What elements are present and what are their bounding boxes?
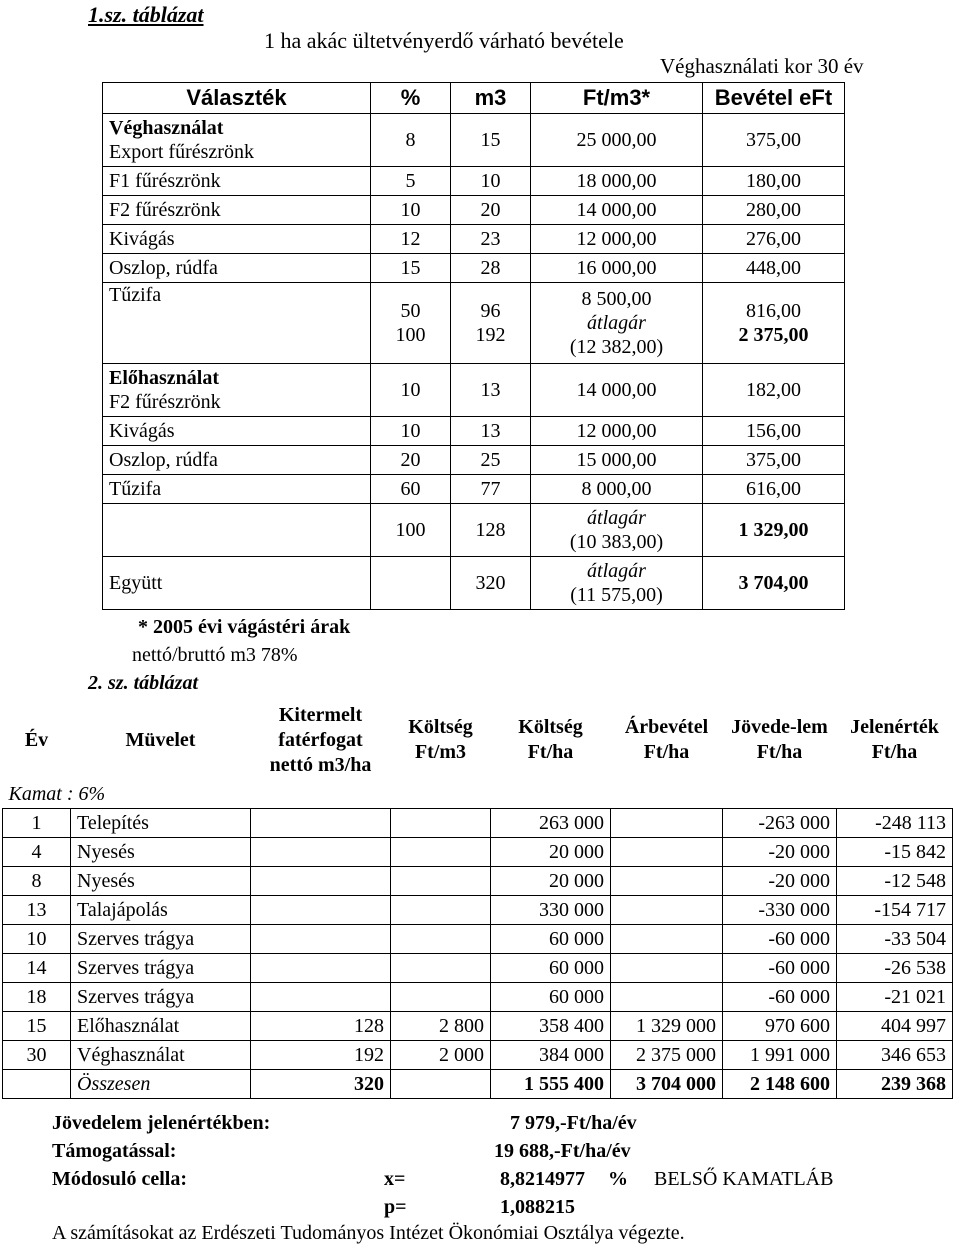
irr-label: BELSŐ KAMATLÁB: [654, 1168, 834, 1190]
summary-label-subsidy: Támogatással:: [52, 1140, 177, 1162]
row-year: 1: [3, 809, 71, 838]
row-present-value: 404 997: [837, 1012, 953, 1041]
row-name: Oszlop, rúdfa: [103, 254, 371, 283]
avg-price-label: átlagár: [587, 507, 646, 529]
row-price: 14 000,00: [531, 364, 703, 417]
row-pct: 12: [371, 225, 451, 254]
row-m3: 15: [451, 114, 531, 167]
table-row: [103, 114, 845, 167]
row-name: Kivágás: [103, 225, 371, 254]
row-revenue: [611, 983, 723, 1012]
row-cost-m3: 2 000: [391, 1041, 491, 1070]
footnote-ratio: nettó/bruttó m3 78%: [132, 644, 298, 666]
row-revenue: [611, 809, 723, 838]
row-cost-ha: 60 000: [491, 983, 611, 1012]
row-volume: [251, 983, 391, 1012]
row-m3: 128: [451, 504, 531, 557]
row-pct: 20: [371, 446, 451, 475]
row-name: Együtt: [103, 557, 371, 610]
summary-label-cell: Módosuló cella:: [52, 1168, 187, 1190]
row-cost-m3: [391, 954, 491, 983]
row-revenue: 448,00: [703, 254, 845, 283]
col-header-revenue: Árbevétel Ft/ha: [624, 716, 709, 763]
row-name: F2 fűrészrönk: [103, 196, 371, 225]
table-row: [103, 196, 845, 225]
credit-line: A számításokat az Erdészeti Tudományos Intézet Ökonómiai Osztálya végezte.: [52, 1222, 685, 1244]
row-year: 10: [3, 925, 71, 954]
total-present-value: 239 368: [837, 1070, 953, 1099]
row-cost-ha: 384 000: [491, 1041, 611, 1070]
row-revenue: 182,00: [703, 364, 845, 417]
col-header-m3: m3: [451, 83, 531, 114]
row-income: -20 000: [723, 867, 837, 896]
interest-rate: Kamat : 6%: [3, 780, 953, 809]
row-income: -60 000: [723, 954, 837, 983]
row-pct: 10: [371, 364, 451, 417]
row-price: 18 000,00: [531, 167, 703, 196]
row-cost-ha: 60 000: [491, 954, 611, 983]
table-row: [3, 838, 953, 867]
total-volume: 320: [251, 1070, 391, 1099]
col-header-volume: Kitermelt fatérfogat nettó m3/ha: [269, 703, 372, 776]
row-pct: 8: [371, 114, 451, 167]
age-note: Véghasználati kor 30 év: [660, 54, 864, 78]
col-header-present-value: Jelenérték Ft/ha: [850, 716, 939, 763]
row-name: F1 fűrészrönk: [103, 167, 371, 196]
row-operation: Véghasználat: [71, 1041, 251, 1070]
row-volume: [251, 896, 391, 925]
row-volume: 192: [251, 1041, 391, 1070]
row-income: -263 000: [723, 809, 837, 838]
row-price: 15 000,00: [531, 446, 703, 475]
row-pct: 10: [371, 196, 451, 225]
row-volume: [251, 809, 391, 838]
row-price: 25 000,00: [531, 114, 703, 167]
row-cost-m3: [391, 983, 491, 1012]
avg-price-label: átlagár: [587, 560, 646, 582]
col-header-operation: Müvelet: [125, 728, 196, 751]
row-present-value: -33 504: [837, 925, 953, 954]
table-header-row: [103, 83, 845, 114]
table-row: [103, 167, 845, 196]
avg-price: (10 383,00): [569, 531, 664, 553]
row-price: 14 000,00: [531, 196, 703, 225]
table-row: [3, 867, 953, 896]
summary-value-pv: 7 979,-Ft/ha/év: [510, 1112, 637, 1134]
col-header-cost-ha: Költség Ft/ha: [518, 716, 583, 763]
row-income: -60 000: [723, 983, 837, 1012]
row-cost-m3: 2 800: [391, 1012, 491, 1041]
table-row: [103, 283, 845, 364]
row-year: 8: [3, 867, 71, 896]
row-cost-m3: [391, 925, 491, 954]
group-label: Véghasználat: [109, 117, 224, 139]
row-m3: 10: [451, 167, 531, 196]
row-operation: Szerves trágya: [71, 983, 251, 1012]
row-revenue: 156,00: [703, 417, 845, 446]
row-cost-ha: 358 400: [491, 1012, 611, 1041]
table-row: [103, 364, 845, 417]
row-m3: 13: [451, 417, 531, 446]
row-cost-ha: 20 000: [491, 867, 611, 896]
avg-price: (12 382,00): [569, 336, 664, 358]
row-volume: [251, 954, 391, 983]
row-revenue: 1 329,00: [703, 504, 845, 557]
row-year: 30: [3, 1041, 71, 1070]
row-operation: Szerves trágya: [71, 925, 251, 954]
row-cost-m3: [391, 896, 491, 925]
footnote-prices: * 2005 évi vágástéri árak: [138, 616, 351, 638]
row-name: Kivágás: [103, 417, 371, 446]
row-income: 970 600: [723, 1012, 837, 1041]
x-label: x=: [384, 1168, 406, 1190]
table-row: [103, 504, 845, 557]
table-row: [3, 809, 953, 838]
table-row: [3, 1041, 953, 1070]
row-revenue: [611, 867, 723, 896]
row-volume: [251, 867, 391, 896]
row-m3: 96: [480, 300, 501, 322]
row-revenue: [611, 925, 723, 954]
row-year: 4: [3, 838, 71, 867]
p-label: p=: [384, 1196, 407, 1218]
cashflow-table: [2, 700, 953, 1099]
table-row: [103, 475, 845, 504]
col-header-percent: %: [371, 83, 451, 114]
row-present-value: -15 842: [837, 838, 953, 867]
row-revenue: 280,00: [703, 196, 845, 225]
row-cost-m3: [391, 867, 491, 896]
total-cost-m3: [391, 1070, 491, 1099]
col-header-price: Ft/m3*: [531, 83, 703, 114]
row-operation: Nyesés: [71, 838, 251, 867]
row-revenue: 180,00: [703, 167, 845, 196]
table1-label: 1.sz. táblázat: [88, 2, 204, 27]
row-present-value: -12 548: [837, 867, 953, 896]
table-row: [103, 557, 845, 610]
row-cost-ha: 330 000: [491, 896, 611, 925]
row-name: Oszlop, rúdfa: [103, 446, 371, 475]
row-volume: [251, 838, 391, 867]
row-m3: 77: [451, 475, 531, 504]
row-year: 13: [3, 896, 71, 925]
row-m3: 28: [451, 254, 531, 283]
avg-price: (11 575,00): [570, 584, 663, 606]
row-volume: [251, 925, 391, 954]
row-price: 8 500,00: [581, 288, 652, 310]
row-m3: 13: [451, 364, 531, 417]
total-income: 2 148 600: [723, 1070, 837, 1099]
row-income: -20 000: [723, 838, 837, 867]
row-cost-ha: 20 000: [491, 838, 611, 867]
x-value: 8,8214977: [500, 1168, 585, 1190]
row-income: 1 991 000: [723, 1041, 837, 1070]
row-name: Tűzifa: [103, 283, 371, 364]
col-header-revenue: Bevétel eFt: [703, 83, 845, 114]
row-present-value: -154 717: [837, 896, 953, 925]
row-operation: Előhasználat: [71, 1012, 251, 1041]
revenue-table: [102, 82, 845, 610]
interest-row: [3, 780, 953, 809]
row-revenue: [611, 954, 723, 983]
row-name: F2 fűrészrönk: [109, 391, 221, 413]
row-income: -330 000: [723, 896, 837, 925]
total-row: [3, 1070, 953, 1099]
p-value: 1,088215: [500, 1196, 575, 1218]
table1-title: 1 ha akác ültetvényerdő várható bevétele: [264, 28, 624, 53]
row-pct: 50: [400, 300, 421, 322]
col-header-cost-m3: Költség Ft/m3: [408, 716, 473, 763]
table-row: [3, 896, 953, 925]
row-revenue: 375,00: [703, 446, 845, 475]
table-row: [3, 925, 953, 954]
row-revenue: 375,00: [703, 114, 845, 167]
table-row: [103, 225, 845, 254]
row-cost-ha: 60 000: [491, 925, 611, 954]
row-name: Tűzifa: [103, 475, 371, 504]
row-m3: 25: [451, 446, 531, 475]
row-revenue: 816,00: [746, 300, 801, 322]
row-cost-m3: [391, 838, 491, 867]
col-header-income: Jövede-lem Ft/ha: [731, 716, 828, 763]
total-label: Összesen: [71, 1070, 251, 1099]
row-revenue: 1 329 000: [611, 1012, 723, 1041]
row-income: -60 000: [723, 925, 837, 954]
row-operation: Telepítés: [71, 809, 251, 838]
row-pct-sum: 100: [395, 324, 426, 346]
row-name: [103, 504, 371, 557]
table-row: [3, 983, 953, 1012]
table-row: [3, 1012, 953, 1041]
row-year: 14: [3, 954, 71, 983]
col-header-year: Év: [24, 728, 49, 751]
table-header-row: [3, 700, 953, 780]
row-revenue: 276,00: [703, 225, 845, 254]
row-revenue: 3 704,00: [703, 557, 845, 610]
row-pct: 10: [371, 417, 451, 446]
row-revenue: [611, 838, 723, 867]
table-row: [3, 954, 953, 983]
row-cost-ha: 263 000: [491, 809, 611, 838]
row-m3-sum: 192: [475, 324, 506, 346]
row-year: 18: [3, 983, 71, 1012]
row-m3: 20: [451, 196, 531, 225]
row-cost-m3: [391, 809, 491, 838]
total-revenue: 3 704 000: [611, 1070, 723, 1099]
row-revenue: [611, 896, 723, 925]
row-operation: Nyesés: [71, 867, 251, 896]
row-pct: 5: [371, 167, 451, 196]
row-present-value: -21 021: [837, 983, 953, 1012]
col-header-assortment: Választék: [103, 83, 371, 114]
row-price: 16 000,00: [531, 254, 703, 283]
row-present-value: 346 653: [837, 1041, 953, 1070]
row-operation: Szerves trágya: [71, 954, 251, 983]
table2-label: 2. sz. táblázat: [88, 672, 199, 694]
summary-label-pv: Jövedelem jelenértékben:: [52, 1112, 271, 1134]
row-revenue: 616,00: [703, 475, 845, 504]
row-m3: 320: [451, 557, 531, 610]
row-price: 12 000,00: [531, 225, 703, 254]
avg-price-label: átlagár: [587, 312, 646, 334]
row-pct: 100: [371, 504, 451, 557]
total-cost-ha: 1 555 400: [491, 1070, 611, 1099]
summary-value-subsidy: 19 688,-Ft/ha/év: [494, 1140, 631, 1162]
table-row: [103, 254, 845, 283]
row-price: 12 000,00: [531, 417, 703, 446]
table-row: [103, 446, 845, 475]
x-pct: %: [608, 1168, 628, 1190]
row-name: Export fűrészrönk: [109, 141, 254, 163]
row-revenue: 2 375 000: [611, 1041, 723, 1070]
row-pct: 15: [371, 254, 451, 283]
group-label: Előhasználat: [109, 367, 220, 389]
row-revenue-sum: 2 375,00: [738, 324, 809, 346]
row-operation: Talajápolás: [71, 896, 251, 925]
row-price: 8 000,00: [531, 475, 703, 504]
table-row: [103, 417, 845, 446]
row-volume: 128: [251, 1012, 391, 1041]
row-present-value: -26 538: [837, 954, 953, 983]
row-m3: 23: [451, 225, 531, 254]
row-present-value: -248 113: [837, 809, 953, 838]
row-year: 15: [3, 1012, 71, 1041]
row-pct: 60: [371, 475, 451, 504]
